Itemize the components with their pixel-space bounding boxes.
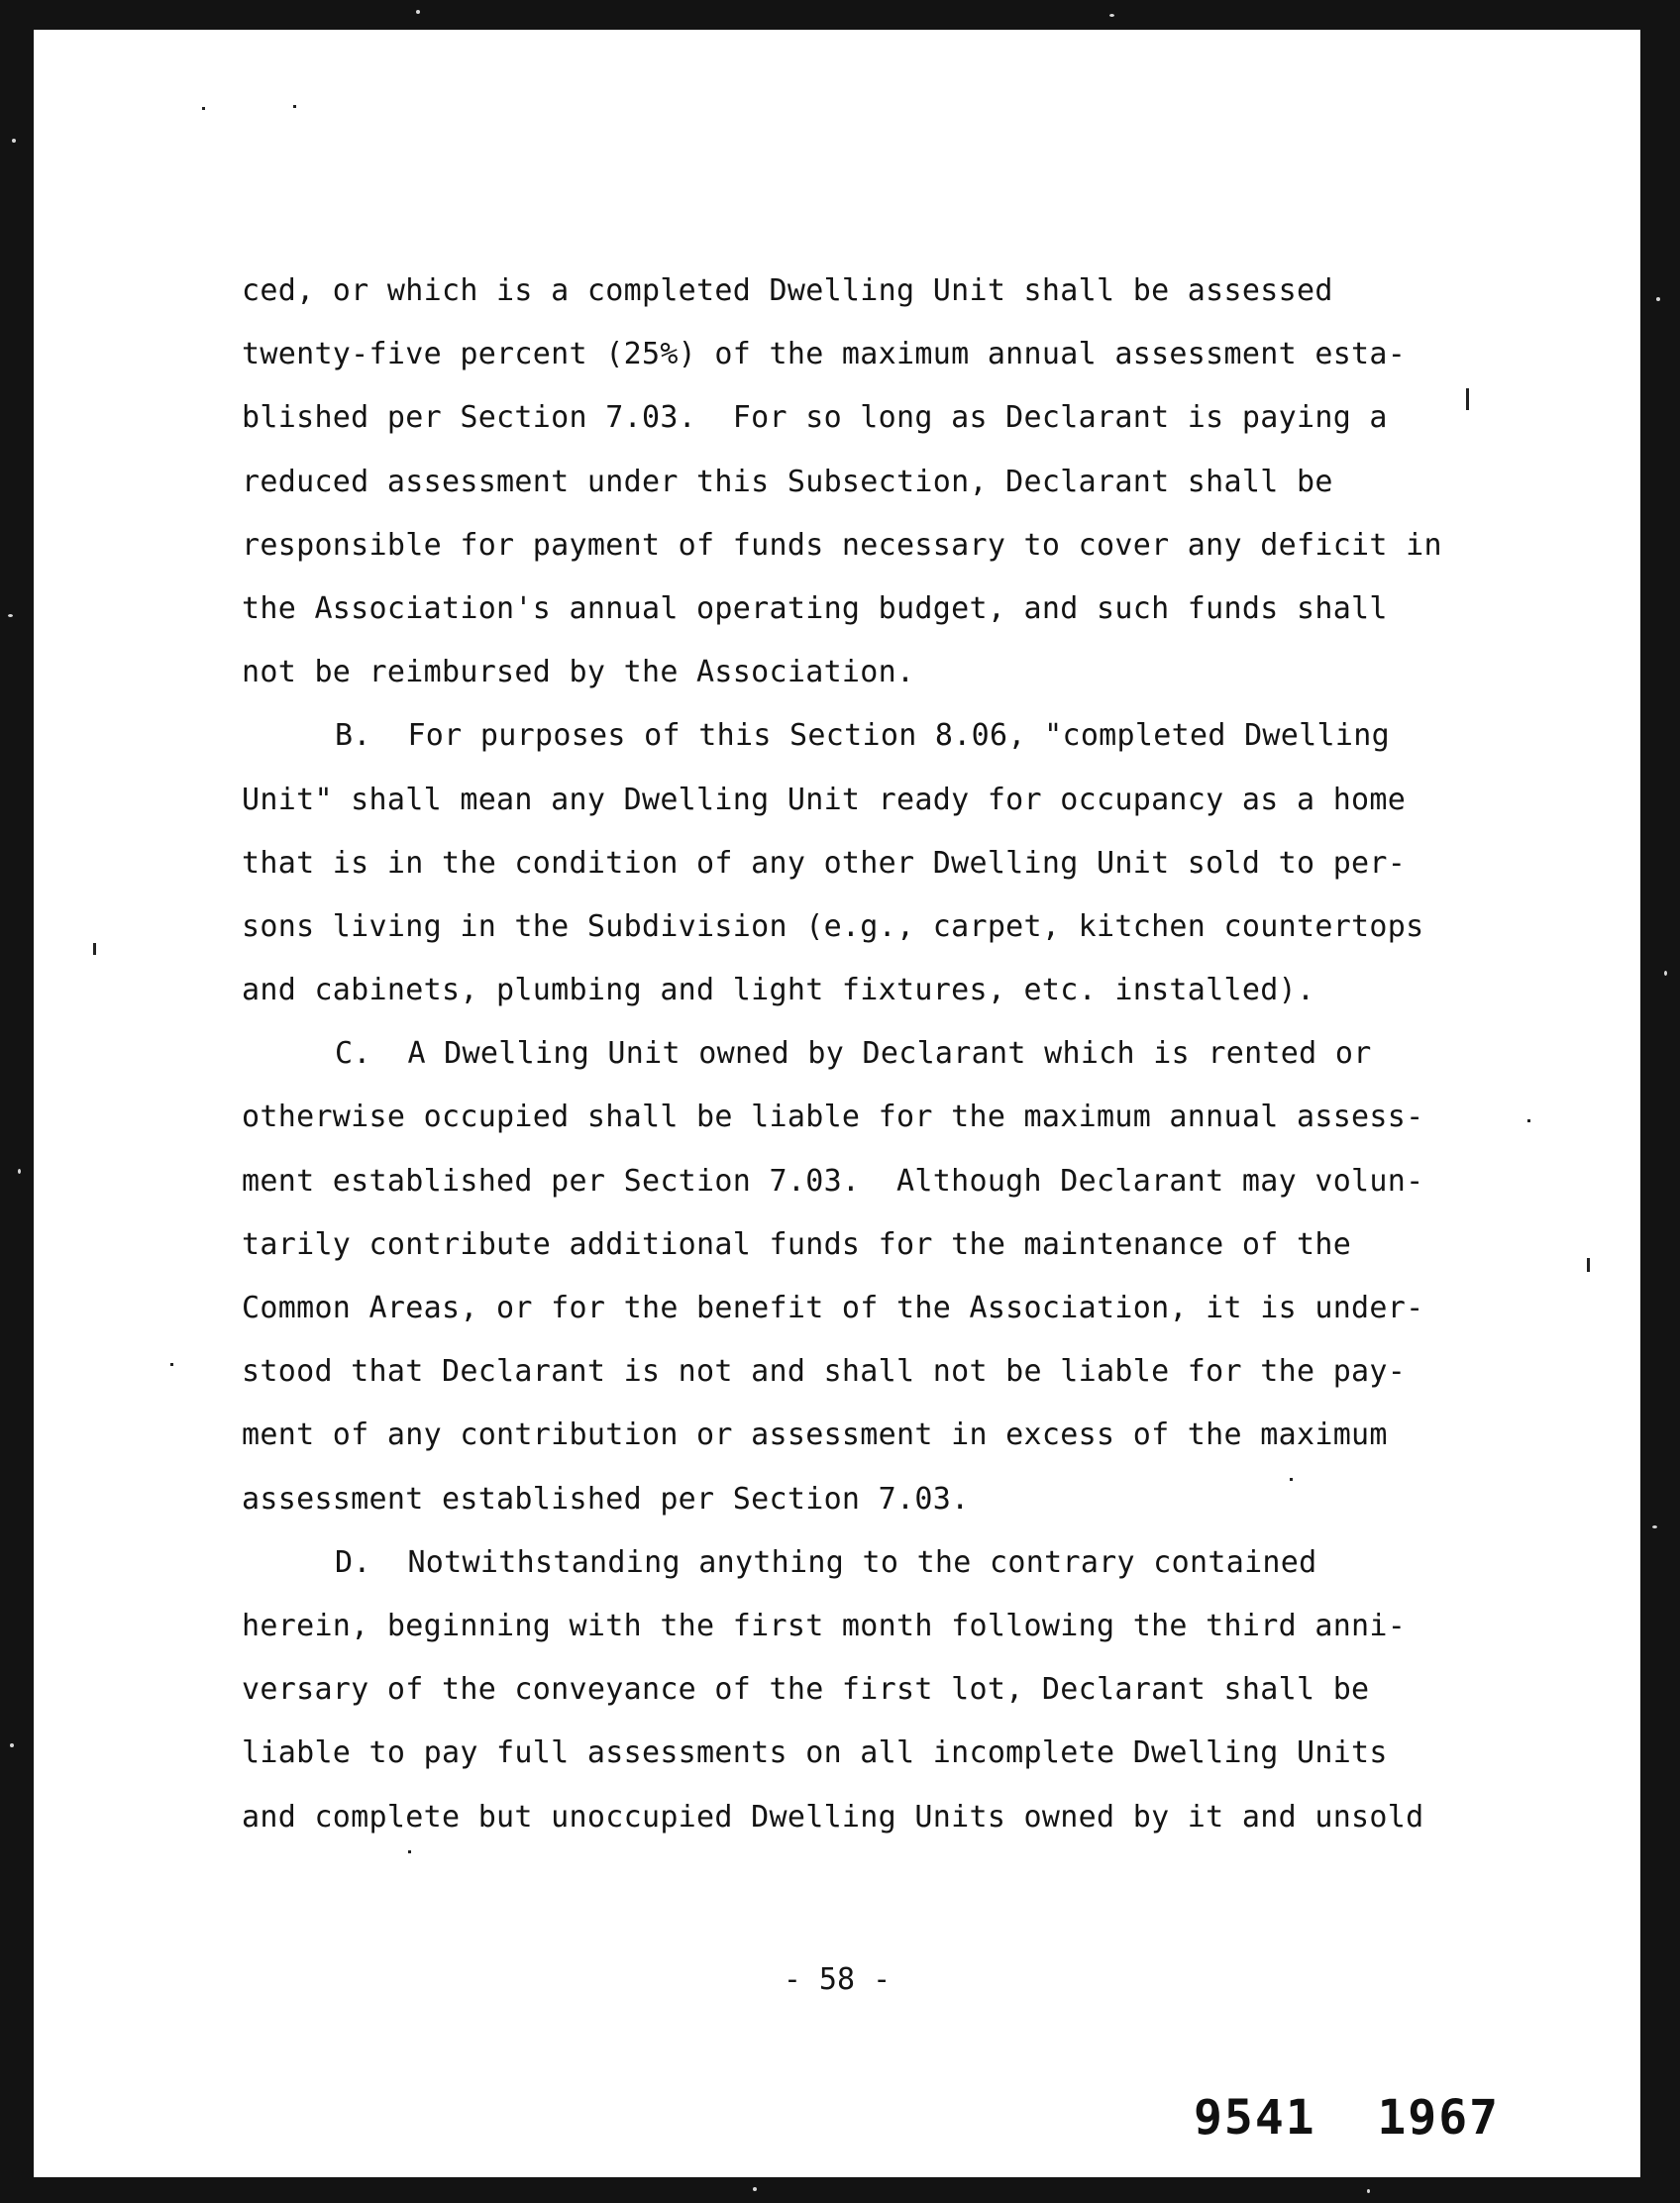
paragraph-d-start: D. Notwithstanding anything to the contrary contained bbox=[335, 1544, 1317, 1580]
text-line: tarily contribute additional funds for the maintenance of the bbox=[242, 1226, 1352, 1262]
text-line: herein, beginning with the first month following the third anni- bbox=[242, 1608, 1407, 1643]
document-number: 9541 1967 bbox=[1194, 2090, 1500, 2146]
text-line: ment established per Section 7.03. Although Declarant may volun- bbox=[242, 1163, 1424, 1199]
text-line: sons living in the Subdivision (e.g., carpet, kitchen countertops bbox=[242, 908, 1424, 944]
text-line: twenty-five percent (25%) of the maximum annual assessment esta- bbox=[242, 337, 1407, 372]
text-line: Common Areas, or for the benefit of the Association, it is under- bbox=[242, 1291, 1424, 1325]
scan-speckle bbox=[18, 1169, 21, 1174]
text-line: blished per Section 7.03. For so long as Declarant is paying a bbox=[242, 400, 1388, 436]
paragraph-c-start: C. A Dwelling Unit owned by Declarant which is rented or bbox=[335, 1036, 1372, 1072]
scan-speckle bbox=[753, 2187, 757, 2191]
text-line: the Association's annual operating budget, and such funds shall bbox=[242, 590, 1388, 626]
scan-speckle bbox=[1652, 1525, 1657, 1528]
text-line: Unit" shall mean any Dwelling Unit ready for occupancy as a home bbox=[242, 782, 1407, 817]
scan-speckle bbox=[1656, 297, 1660, 301]
text-line: otherwise occupied shall be liable for the maximum annual assess- bbox=[242, 1100, 1424, 1135]
text-line: reduced assessment under this Subsection, Declarant shall be bbox=[242, 464, 1333, 499]
text-line: not be reimbursed by the Association. bbox=[242, 655, 915, 690]
page-number: - 58 - bbox=[783, 1962, 892, 1997]
scan-dot bbox=[408, 1850, 411, 1853]
text-line: that is in the condition of any other Dwelling Unit sold to per- bbox=[242, 845, 1407, 881]
text-line: ment of any contribution or assessment in excess of the maximum bbox=[242, 1417, 1388, 1453]
text-line: and complete but unoccupied Dwelling Units owned by it and unsold bbox=[242, 1799, 1424, 1835]
scan-speckle bbox=[8, 614, 13, 617]
text-line: stood that Declarant is not and shall not be liable for the pay- bbox=[242, 1354, 1407, 1390]
text-line: assessment established per Section 7.03. bbox=[242, 1481, 970, 1517]
scan-speckle bbox=[12, 139, 16, 143]
text-line: responsible for payment of funds necessary to cover any deficit in bbox=[242, 527, 1442, 563]
scan-dot bbox=[170, 1363, 173, 1366]
document-body bbox=[242, 260, 1559, 1849]
document-page bbox=[34, 30, 1640, 2177]
text-line: and cabinets, plumbing and light fixtures, etc. installed). bbox=[242, 973, 1315, 1008]
scan-mark bbox=[93, 943, 96, 955]
text-line: ced, or which is a completed Dwelling Unit shall be assessed bbox=[242, 273, 1333, 308]
scan-speckle bbox=[1367, 2189, 1370, 2193]
scan-mark bbox=[1587, 1258, 1590, 1272]
text-line: versary of the conveyance of the first lot, Declarant shall be bbox=[242, 1672, 1370, 1708]
scan-speckle bbox=[1109, 14, 1114, 17]
scan-speckle bbox=[1664, 971, 1667, 976]
text-line: liable to pay full assessments on all incomplete Dwelling Units bbox=[242, 1735, 1388, 1771]
scan-dot bbox=[202, 107, 205, 110]
scan-speckle bbox=[10, 1743, 14, 1747]
paragraph-b-start: B. For purposes of this Section 8.06, "completed Dwelling bbox=[335, 718, 1390, 754]
scan-dot bbox=[293, 105, 296, 108]
scan-speckle bbox=[416, 10, 420, 14]
